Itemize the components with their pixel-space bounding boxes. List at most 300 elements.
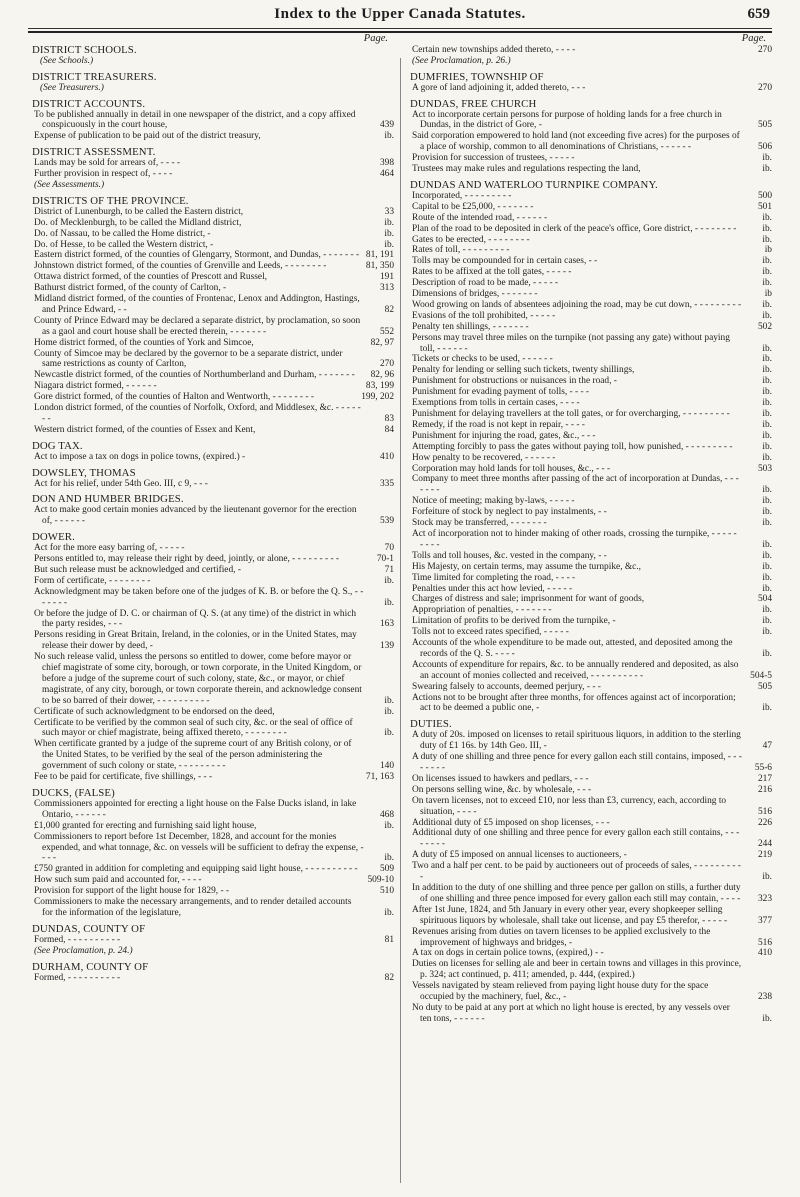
index-entry [410,420,772,431]
entry-text: Fee to be paid for certificate, five shillings, - - - [34,772,213,783]
section-heading: DISTRICT SCHOOLS. [32,44,137,56]
index-entry [410,518,772,529]
index-entry [410,354,772,365]
entry-text: Trustees may make rules and regulations respecting the land, [412,164,641,175]
entry-text: Home district formed, of the counties of York and Simcoe, [34,337,254,348]
entry-page-ref: ib. [762,387,772,398]
index-section [32,494,394,527]
page-column-label: Page. [363,34,388,44]
entry-text: Western district formed, of the counties of Essex and Kent, [34,424,256,435]
entry-text: Act to make good certain monies advanced by the lieutenant governor for the erection of, - - - - - - [34,505,357,527]
index-entry [32,739,394,772]
index-entry [410,638,772,660]
section-heading: DUNDAS, COUNTY OF [32,922,146,935]
entry-text: On persons selling wine, &c. by wholesale, - - - [412,784,592,795]
entry-page-ref: ib. [762,398,772,409]
index-entry [32,452,394,463]
entry-text: Penalty for lending or selling such tickets, twenty shillings, [412,365,635,376]
entry-page-ref: 82 [384,972,394,983]
index-entry [410,850,772,861]
index-entry [410,818,772,829]
index-section [32,788,394,919]
index-entry [32,349,394,371]
entry-text: Duties on licenses for selling ale and beer in certain towns and villages in this province, p. 324; act continued, p. 411; amended, p. 444, (expired.) [412,959,742,981]
entry-text: Penalty ten shillings, - - - - - - - [412,321,529,332]
index-section [32,72,394,94]
index-entry [410,409,772,420]
entry-text: County of Prince Edward may be declared a separate district, by proclamation, so soon as a gaol and court house shall be erected therein, - - - - - - - [34,315,361,337]
entry-page-ref: 506 [757,142,772,153]
index-entry [32,180,394,191]
entry-page-ref: 410 [379,451,394,462]
entry-text: Newcastle district formed, of the counties of Northumberland and Durham, - - - - - - - [34,370,355,381]
index-entry [410,682,772,693]
entry-text: Ottawa district formed, of the counties of Prescott and Russel, [34,272,268,283]
entry-page-ref: 238 [757,992,772,1003]
entry-text: Tolls and toll houses, &c. vested in the company, - - [412,550,607,561]
index-entry [32,707,394,718]
entry-page-ref: ib. [762,616,772,627]
entry-text: Forfeiture of stock by neglect to pay instalments, - - [412,507,607,518]
entry-page-ref: ib. [384,853,394,864]
entry-page-ref: 335 [379,478,394,489]
entry-page-ref: 191 [379,272,394,283]
entry-page-ref: ib. [762,452,772,463]
entry-text: Additional duty of £5 imposed on shop licenses, - - - [412,817,610,828]
index-entry [32,505,394,527]
index-entry [32,207,394,218]
index-entry [32,630,394,652]
entry-page-ref: 270 [757,45,772,55]
index-entry [32,169,394,180]
header-rule-thick [28,31,772,33]
entry-text: Punishment for obstructions or nuisances in the road, - [412,376,617,387]
entry-text: Corporation may hold lands for toll houses, &c., - - - [412,463,611,474]
entry-text: Rates of toll, - - - - - - - - - [412,245,510,256]
entry-page-ref: ib [764,245,772,256]
index-section [410,99,772,175]
entry-text: £750 granted in addition for completing and equipping said light house, - - - - - - - - - - [34,864,358,875]
index-entry [32,609,394,631]
entry-page-ref: 219 [757,850,772,861]
entry-page-ref: 464 [379,169,394,180]
entry-text: Evasions of the toll prohibited, - - - - - [412,310,556,321]
entry-page-ref: ib. [384,597,394,608]
index-entry [32,272,394,283]
entry-text: Tolls not to exceed rates specified, - - - - - [412,627,569,638]
entry-page-ref: 83, 199 [365,381,394,392]
index-entry [410,442,772,453]
entry-text: A duty of one shilling and three pence for every gallon each still contains, imposed, - - - - - - - - [412,752,742,773]
index-entry [410,730,772,752]
entry-text: Vessels navigated by steam relieved from paying light house duty for the space occupied by the machinery, fuel, &c., - [412,981,709,1003]
entry-page-ref: ib. [762,550,772,561]
see-reference: (See Schools.) [40,55,94,66]
section-heading: DOWER. [32,531,75,544]
section-heading: DISTRICT ACCOUNTS. [32,97,146,110]
entry-text: Provision for succession of trustees, - - - - - [412,153,575,164]
index-entry [410,627,772,638]
entry-text: Further provision in respect of, - - - - [34,169,173,180]
section-heading: DUMFRIES, TOWNSHIP OF [410,70,544,83]
entry-page-ref: 226 [757,817,772,828]
entry-text: On licenses issued to hawkers and pedlars, - - - [412,773,589,784]
entry-text: Expense of publication to be paid out of the district treasury, [34,131,261,142]
index-entry [410,774,772,785]
index-entry [410,398,772,409]
section-heading: DURHAM, COUNTY OF [32,960,149,973]
index-section [32,196,394,436]
right-page-number: 659 [747,6,770,22]
index-section [32,45,394,67]
entry-text: Provision for support of the light house for 1829, - - [34,886,230,897]
entry-text: When certificate granted by a judge of the supreme court of any British colony, or of the United States, to be verified by the seal of the person administering the government of such colony or state, - - - - - - - - - [34,739,352,772]
see-reference: (See Treasurers.) [40,82,104,93]
entry-page-ref: ib. [762,278,772,289]
entry-text: Do. of Mecklenburgh, to be called the Midland district, [34,217,242,228]
entry-page-ref: ib. [762,627,772,638]
index-entry [410,529,772,551]
index-entry [32,479,394,490]
index-entry [410,333,772,355]
index-entry [410,584,772,595]
index-entry [32,261,394,272]
entry-page-ref: ib. [762,299,772,310]
entry-page-ref: 509-10 [367,875,394,886]
entry-text: Actions not to be brought after three months, for offences against act of incorporation; act to be deemed a public one, - [412,692,736,714]
index-column-right [410,34,772,1192]
entry-text: Charges of distress and sale; imprisonment for want of goods, [412,594,645,605]
entry-page-ref: 468 [379,809,394,820]
index-section [32,99,394,143]
index-section [32,532,394,783]
index-entry [410,1003,772,1025]
entry-page-ref: 503 [757,463,772,474]
entry-text: But such release must be acknowledged and certified, - [34,564,241,575]
section-heading: DISTRICT ASSESSMENT. [32,146,156,159]
index-entry [32,110,394,132]
index-entry [410,256,772,267]
entry-page-ref: ib. [762,441,772,452]
entry-page-ref: 140 [379,761,394,772]
index-entry [410,551,772,562]
section-heading: DUNDAS AND WATERLOO TURNPIKE COMPANY. [410,178,658,191]
entry-text: A gore of land adjoining it, added thereto, - - - [412,82,586,93]
entry-text: Certain new townships added thereto, - - - - [412,45,576,55]
entry-page-ref: ib. [762,376,772,387]
entry-text: Plan of the road to be deposited in clerk of the peace's office, Gore district, - - - - - - - - [412,223,737,234]
index-entry [32,403,394,425]
index-entry [32,250,394,261]
entry-page-ref: 552 [379,326,394,337]
index-entry [32,875,394,886]
entry-page-ref: ib. [762,561,772,572]
index-entry [32,381,394,392]
entry-page-ref: ib. [762,703,772,714]
entry-page-ref: 377 [757,915,772,926]
entry-text: Commissioners to report before 1st December, 1828, and account for the monies expended, and what tonnage, &c. on vessels will be sufficient to defray the expense, - - - - [34,831,364,864]
entry-page-ref: 70-1 [376,553,394,564]
entry-text: Persons entitled to, may release their right by deed, jointly, or alone, - - - - - - - - - [34,553,340,564]
entry-page-ref: ib. [762,583,772,594]
index-entry [410,131,772,153]
entry-text: (See Assessments.) [34,179,105,190]
entry-text: To be published annually in detail in one newspaper of the district, and a copy affixed conspicuously in the court house, [34,109,356,131]
entry-page-ref: ib. [384,131,394,142]
index-entry [410,202,772,213]
entry-page-ref: 439 [379,120,394,131]
index-entry [410,905,772,927]
index-entry [410,660,772,682]
index-entry [410,245,772,256]
entry-text: County of Simcoe may be declared by the governor to be a separate district, under same restrictions as county of Carlton, [34,348,343,370]
entry-text: A duty of £5 imposed on annual licenses to auctioneers, - [412,850,627,861]
entry-page-ref: 244 [757,839,772,850]
entry-page-ref: ib. [762,496,772,507]
entry-text: Two and a half per cent. to be paid by auctioneers out of proceeds of sales, - - - - - - - - - - [412,861,741,883]
entry-text: Appropriation of penalties, - - - - - - - [412,605,552,616]
index-entry [410,289,772,300]
index-entry [32,316,394,338]
entry-page-ref: 505 [757,120,772,131]
entry-text: Niagara district formed, - - - - - - [34,381,157,392]
entry-page-ref: ib. [384,706,394,717]
page-header [30,6,770,34]
entry-text: Tolls may be compounded for in certain cases, - - [412,256,598,267]
section-heading: DISTRICT TREASURERS. [32,70,157,83]
entry-page-ref: ib. [762,518,772,529]
index-section [410,180,772,714]
entry-page-ref: ib. [762,354,772,365]
entry-page-ref: 410 [757,948,772,959]
entry-page-ref: ib. [762,310,772,321]
index-entry [410,267,772,278]
entry-text: Rates to be affixed at the toll gates, - - - - - [412,267,572,278]
entry-text: District of Lunenburgh, to be called the Eastern district, [34,206,244,217]
index-entry [410,376,772,387]
index-entry [410,83,772,94]
entry-text: (See Proclamation, p. 24.) [34,945,133,956]
entry-page-ref: 82, 96 [370,370,394,381]
entry-text: Do. of Hesse, to be called the Western district, - [34,239,214,250]
entry-text: £1,000 granted for erecting and furnishing said light house, [34,820,257,831]
entry-page-ref: 83 [384,414,394,424]
entry-page-ref: ib. [762,605,772,616]
entry-text: Accounts of expenditure for repairs, &c. to be annually rendered and deposited, as also an account of monies collected and received, - - - - - - - - - - [412,659,739,681]
index-section [410,719,772,1024]
index-entry [32,240,394,251]
entry-page-ref: 510 [379,886,394,897]
entry-page-ref: ib. [384,820,394,831]
index-entry [32,554,394,565]
entry-text: On tavern licenses, not to exceed £10, nor less than £3, currency, each, according to situation, - - - - [412,795,727,817]
entry-page-ref: 270 [757,82,772,93]
index-entry [410,605,772,616]
entry-text: Persons residing in Great Britain, Ireland, in the colonies, or in the United States, may release their dower by deed, - [34,630,357,652]
entry-text: London district formed, of the counties of Norfolk, Oxford, and Middlesex, &c. - - - - - - - [34,403,361,424]
entry-page-ref: ib. [762,485,772,496]
entry-text: Penalties under this act how levied, - - - - - [412,583,573,594]
entry-text: How such sum paid and accounted for, - - - - [34,875,202,886]
index-entry [32,229,394,240]
index-entry [410,45,772,56]
entry-page-ref: 71 [384,564,394,575]
entry-text: His Majesty, on certain terms, may assume the turnpike, &c., [412,561,642,572]
section-heading: DOG TAX. [32,439,83,452]
entry-page-ref: 516 [757,806,772,817]
index-entry [32,886,394,897]
index-entry [32,576,394,587]
index-entry [410,322,772,333]
index-entry [32,370,394,381]
entry-text: In addition to the duty of one shilling and three pence per gallon on stills, a further duty of one shilling and three pence imposed for every gallon each still may contain, - - - - [412,882,741,904]
entry-text: Remedy, if the road is not kept in repair, - - - - [412,419,585,430]
entry-text: Persons may travel three miles on the turnpike (not passing any gate) without paying toll, - - - - - - [412,332,730,354]
index-entry [410,300,772,311]
index-entry [410,365,772,376]
index-entry [410,453,772,464]
entry-page-ref: 81, 350 [365,261,394,272]
index-entry [32,218,394,229]
index-entry [32,897,394,919]
entry-text: Route of the intended road, - - - - - - [412,212,548,223]
entry-page-ref: 504-5 [750,670,772,681]
entry-page-ref: 502 [757,321,772,332]
entry-page-ref: ib. [384,907,394,918]
entry-text: Accounts of the whole expenditure to be made out, attested, and deposited among the records of the Q. S. - - - - [412,638,733,659]
index-entry [32,283,394,294]
index-entry [32,832,394,865]
entry-page-ref: 139 [379,641,394,652]
entry-page-ref: ib. [762,223,772,234]
entry-page-ref: 81 [384,934,394,945]
entry-page-ref: ib. [384,695,394,706]
entry-text: Johnstown district formed, of the counties of Grenville and Leeds, - - - - - - - - [34,261,327,272]
index-entry [410,693,772,715]
index-entry [32,821,394,832]
entry-text: Description of road to be made, - - - - - [412,278,559,289]
entry-page-ref: 84 [384,424,394,435]
index-entry [32,772,394,783]
index-entry [410,883,772,905]
index-entry [32,565,394,576]
entry-text: Limitation of profits to be derived from the turnpike, - [412,616,616,627]
index-section [410,72,772,94]
index-section [410,45,772,67]
index-entry [410,278,772,289]
entry-page-ref: 509 [379,864,394,875]
entry-page-ref: ib. [384,239,394,250]
entry-text: (See Proclamation, p. 26.) [412,55,511,66]
index-entry [410,616,772,627]
entry-page-ref: 505 [757,681,772,692]
entry-text: Do. of Nassau, to be called the Home district, - [34,228,211,239]
entry-page-ref: 33 [384,206,394,217]
section-heading: DOWSLEY, THOMAS [32,466,136,479]
entry-text: Attempting forcibly to pass the gates without paying toll, how punished, - - - - - - - - - [412,441,733,452]
entry-text: Certificate of such acknowledgment to be endorsed on the deed, [34,706,275,717]
entry-text: Company to meet three months after passing of the act of incorporation at Dundas, - - - - - - - [412,474,739,496]
entry-page-ref: 163 [379,619,394,630]
section-heading: DUTIES. [410,718,452,731]
entry-page-ref: 82, 97 [370,337,394,348]
entry-page-ref: 270 [379,359,394,370]
index-entry [32,946,394,957]
entry-text: Time limited for completing the road, - - - - [412,572,576,583]
entry-page-ref: ib. [762,234,772,245]
index-entry [410,431,772,442]
section-heading: DUCKS, (FALSE) [32,787,115,799]
entry-page-ref: ib. [762,539,772,550]
entry-text: Certificate to be verified by the common seal of such city, &c. or the seal of office of such mayor or chief magistrate, being affixed thereto, - - - - - - - - [34,717,353,739]
index-entry [410,507,772,518]
index-entry [410,235,772,246]
index-entry [410,474,772,496]
entry-text: Notice of meeting; making by-laws, - - - - - [412,496,575,507]
entry-page-ref: 516 [757,937,772,948]
index-entry [32,935,394,946]
index-section [32,962,394,984]
entry-page-ref: 398 [379,158,394,169]
entry-page-ref: 55-6 [754,763,772,773]
entry-page-ref: ib. [384,728,394,739]
entry-text: Gore district formed, of the counties of Halton and Wentworth, - - - - - - - - [34,392,314,403]
index-entry [410,573,772,584]
index-entry [32,973,394,984]
index-entry [410,828,772,850]
entry-text: Bathurst district formed, of the county of Carlton, - [34,283,227,294]
entry-text: Punishment for delaying travellers at the toll gates, or for overcharging, - - - - - - - - - [412,409,730,419]
index-entry [410,153,772,164]
entry-page-ref: 217 [757,773,772,784]
entry-text: Act to impose a tax on dogs in police towns, (expired.) - [34,451,246,462]
entry-text: Punishment for injuring the road, gates, &c., - - - [412,430,596,441]
entry-page-ref: ib. [384,217,394,228]
entry-page-ref: ib [764,289,772,300]
entry-text: Act for the more easy barring of, - - - - - [34,543,185,554]
index-section [32,468,394,490]
entry-text: Commissioners appointed for erecting a light house on the False Ducks island, in lake Ontario, - - - - - - [34,798,357,820]
entry-page-ref: 504 [757,594,772,605]
entry-page-ref: 71, 163 [365,772,394,783]
index-entry [410,311,772,322]
index-entry [410,562,772,573]
section-heading: DISTRICTS OF THE PROVINCE. [32,194,189,207]
index-entry [410,164,772,175]
entry-text: Acknowledgment may be taken before one of the judges of K. B. or before the Q. S., - - - - - - - [34,586,364,608]
index-entry [410,110,772,132]
entry-text: Act of incorporation not to hinder making of other roads, crossing the turnpike, - - - - - - - - - [412,528,737,550]
entry-text: No such release valid, unless the persons so entitled to dower, come before mayor or chief magistrate of some city, borough, or town corporate, in the United Kingdom, or before a judge of the supreme court of such colony, state, &c., or mayor, or chief magistrate, of any city, borough, or town corporate therein, and acknowledge consent to be so barred of their dower, - - - - - - - - - - [34,652,362,706]
entry-page-ref: ib. [762,153,772,164]
index-entry [410,496,772,507]
entry-page-ref: 501 [757,201,772,212]
index-column-left [32,34,394,1192]
section-heading: DUNDAS, FREE CHURCH [410,97,537,110]
entry-page-ref: 82 [384,304,394,315]
entry-page-ref: ib. [762,430,772,441]
entry-text: Formed, - - - - - - - - - - [34,972,121,983]
entry-text: No duty to be paid at any port at which no light house is erected, by any vessels over ten tons, - - - - - - [412,1002,730,1024]
page-column-label: Page. [741,34,766,44]
index-entry [32,425,394,436]
running-title: Index to the Upper Canada Statutes. [274,6,526,22]
entry-page-ref: ib. [762,212,772,223]
entry-page-ref: ib. [762,872,772,883]
entry-text: After 1st June, 1824, and 5th January in every other year, every shopkeeper selling spirituous liquors by wholesale, shall take out license, and pay £5 therefor, - - - - - [412,904,728,926]
entry-text: Additional duty of one shilling and three pence for every gallon each still contains, - - - - - - - - [412,828,740,850]
entry-text: Dimensions of bridges, - - - - - - - [412,289,538,300]
